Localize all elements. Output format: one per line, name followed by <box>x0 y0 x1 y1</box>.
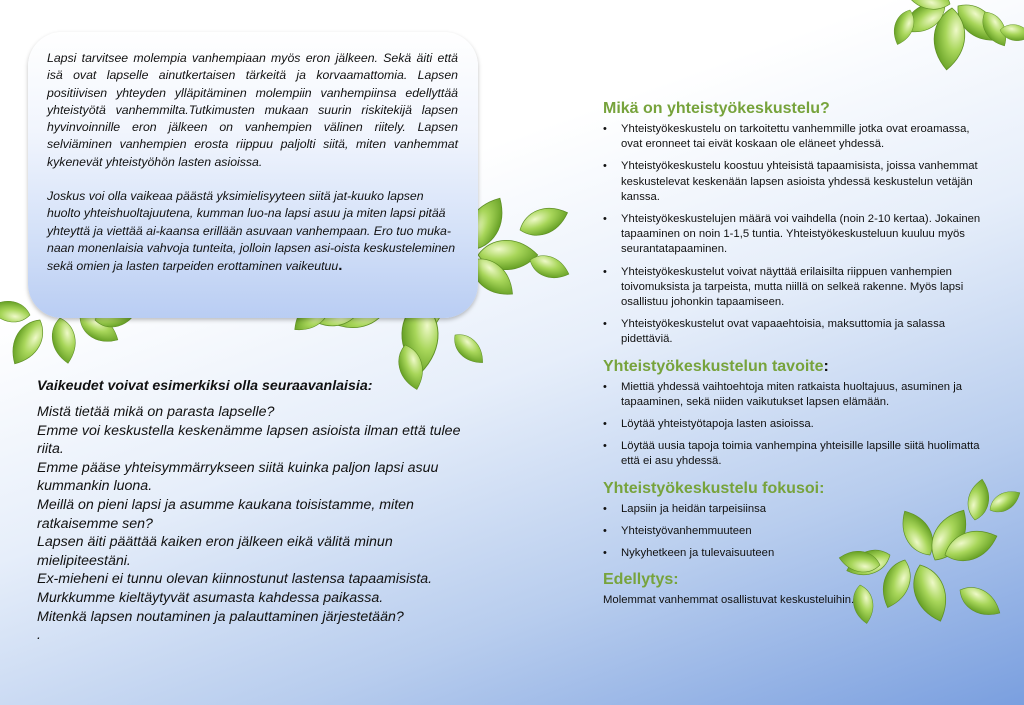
bullet-icon: • <box>603 160 607 173</box>
list-item-text: Yhteistyökeskustelut voivat näyttää erilaisilta riippuen vanhempien toivomuksista ja tarpeista, mutta niillä on selkeä rakenne. Myös lapsi osallistuu johonkin tapaamiseen. <box>621 265 964 309</box>
section-heading <box>603 358 988 376</box>
list-item <box>603 546 988 561</box>
bullet-icon: • <box>603 213 607 226</box>
list-item <box>603 439 988 469</box>
list-item <box>603 502 988 517</box>
difficulty-line: Meillä on pieni lapsi ja asumme kaukana toisistamme, miten ratkaisemme sen? <box>37 496 414 532</box>
bullet-icon: • <box>603 123 607 135</box>
section-list <box>603 502 988 562</box>
info-column <box>603 100 988 608</box>
bullet-icon: • <box>603 547 607 560</box>
list-item-text: Löytää yhteistyötapoja lasten asioissa. <box>621 418 814 431</box>
section-heading <box>603 100 988 118</box>
list-item-text: Miettiä yhdessä vaihtoehtoja miten ratkaista huoltajuus, asuminen ja tapaaminen, sekä niiden vaikutukset lapsen elämään. <box>621 380 962 408</box>
requirement-heading: Edellytys: <box>603 571 679 589</box>
section-heading-text: Mikä on yhteistyökeskustelu? <box>603 100 830 117</box>
intro-paragraph-2-end: . <box>338 257 343 275</box>
difficulties-list <box>37 403 467 645</box>
difficulty-line: Lapsen äiti päättää kaiken eron jälkeen eikä välitä minun mielipiteestäni. <box>37 534 393 569</box>
list-item-text: Nykyhetkeen ja tulevaisuuteen <box>621 547 775 560</box>
list-item-text: Yhteistyökeskustelu on tarkoitettu vanhemmille jotka ovat eroamassa, ovat eronneet tai eivät koskaan ole eläneet yhdessä. <box>621 123 970 151</box>
section-requirement <box>603 571 988 608</box>
section-heading-text: Yhteistyökeskustelu fokusoi: <box>603 479 825 497</box>
list-item <box>603 212 988 258</box>
bullet-icon: • <box>603 380 607 393</box>
section-heading-text: Yhteistyökeskustelun tavoite <box>603 357 824 375</box>
difficulties-heading: Vaikeudet voivat esimerkiksi olla seuraavanlaisia: <box>37 378 373 394</box>
difficulty-line: Mistä tietää mikä on parasta lapselle? <box>37 404 275 420</box>
list-item <box>603 265 988 311</box>
list-item <box>603 417 988 432</box>
section-heading <box>603 480 988 498</box>
difficulty-line: Murkkumme kieltäytyvät asumasta kahdessa paikassa. <box>37 589 384 606</box>
list-item <box>603 122 988 152</box>
list-item <box>603 159 988 205</box>
list-item-text: Löytää uusia tapoja toimia vanhempina yhteisille lapsille siitä huolimatta että ei asu yhdessä. <box>621 440 980 468</box>
bullet-icon: • <box>603 524 607 537</box>
intro-paragraph-2 <box>47 188 458 275</box>
intro-bubble <box>28 32 478 318</box>
list-item-text: Yhteistyökeskustelut ovat vapaaehtoisia, maksuttomia ja salassa pidettäviä. <box>621 318 946 346</box>
section-list <box>603 380 988 470</box>
bullet-icon: • <box>603 318 607 331</box>
section-list <box>603 122 988 348</box>
intro-paragraph-2-text: Joskus voi olla vaikeaa päästä yksimielisyyteen siitä jat-kuuko lapsen huolto yhteishuoltajuutena, kumman luo-na lapsi asuu ja miten lapsi pitää yhteyttä ja viettää ai-kaansa erillään asuvaan vanhempaan. Ero tuo muka-naan monenlaisia vahvoja tunteita, jolloin lapsen asi-oista keskusteleminen sekä omien ja lasten tarpeiden erottaminen vaikeutuu <box>47 189 456 274</box>
list-item <box>603 380 988 410</box>
section-focus <box>603 480 988 562</box>
difficulties-section <box>37 378 467 645</box>
section-heading-suffix: : <box>823 357 829 375</box>
bullet-icon: • <box>603 440 607 453</box>
list-item-text: Yhteistyökeskustelujen määrä voi vaihdella (noin 2-10 kertaa). Jokainen tapaaminen on noin 1-1,5 tuntia. Yhteistyökeskusteluun kuuluu myös seurantatapaaminen. <box>621 213 981 256</box>
section-goal <box>603 358 988 470</box>
difficulty-line: Emme voi keskustella keskenämme lapsen asioista ilman että tulee riita. <box>37 422 461 458</box>
bullet-icon: • <box>603 502 607 515</box>
list-item-text: Lapsiin ja heidän tarpeisiinsa <box>621 502 767 515</box>
section-what-is <box>603 100 988 348</box>
difficulty-line: Ex-mieheni ei tunnu olevan kiinnostunut lastensa tapaamisista. <box>37 571 433 588</box>
list-item-text: Yhteistyökeskustelu koostuu yhteisistä tapaamisista, joissa vanhemmat keskustelevat keskenään lapsen asioista yhdessä keskustelun vetäjän kanssa. <box>621 160 978 203</box>
list-item <box>603 524 988 539</box>
difficulty-line: . <box>37 627 41 644</box>
list-item-text: Yhteistyövanhemmuuteen <box>621 524 752 537</box>
difficulty-line: Emme pääse yhteisymmärrykseen siitä kuinka paljon lapsi asuu kummankin luona. <box>37 459 439 495</box>
list-item <box>603 317 988 347</box>
difficulty-line: Mitenkä lapsen noutaminen ja palauttaminen järjestetään? <box>37 608 404 625</box>
bullet-icon: • <box>603 265 607 278</box>
requirement-text: Molemmat vanhemmat osallistuvat keskusteluihin. <box>603 594 855 607</box>
intro-paragraph-1: Lapsi tarvitsee molempia vanhempiaan myös eron jälkeen. Sekä äiti että isä ovat lapselle ainutkertaisen tärkeitä ja korvaamattomia. Lapsen positiivisen yhteyden ylläpitäminen molempiin vanhempiinsa edellyttää yhteistyötä vanhemmilta.Tutkimusten mukaan suurin riskitekijä lapsen hyvinvoinnille eron jälkeen on vanhempien välinen riitely. Lapsen selviäminen vanhempien erosta riippuu paljolti siitä, miten vanhemmat kykenevät yhteistyöhön lasten asioissa. <box>47 51 458 169</box>
bullet-icon: • <box>603 418 607 431</box>
